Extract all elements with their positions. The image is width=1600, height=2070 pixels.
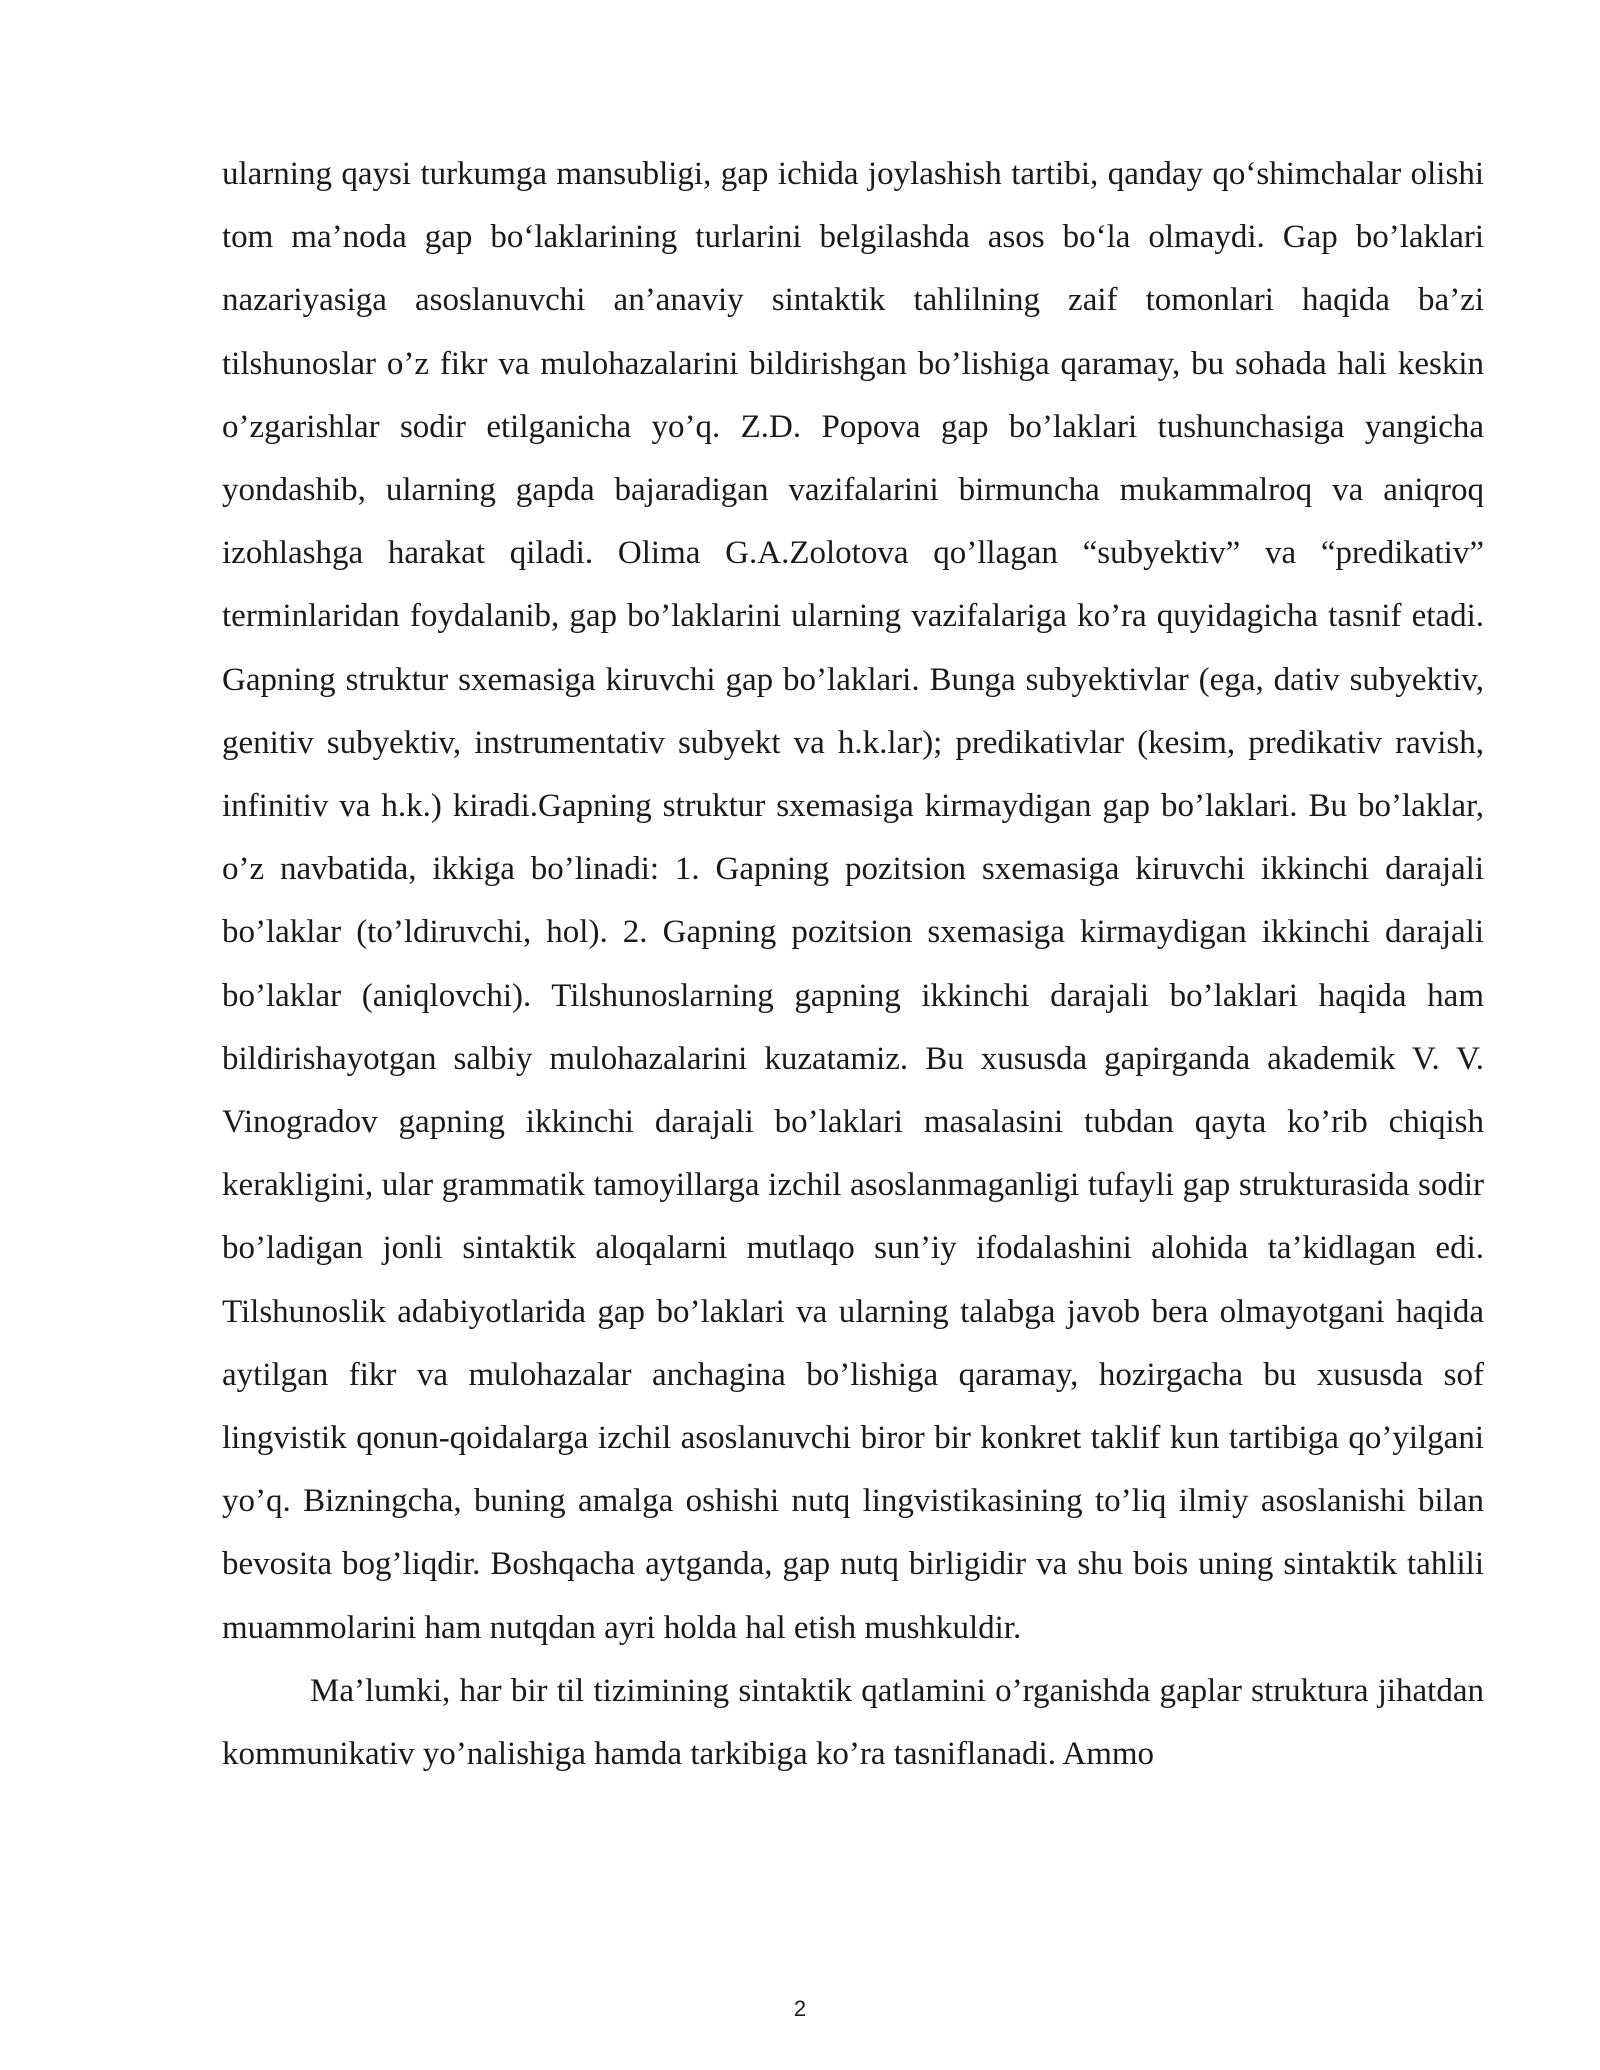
document-body bbox=[222, 143, 1484, 1786]
paragraph-1: ularning qaysi turkumga mansubligi, gap ichida joylashish tartibi, qanday qo‘shimchalar olishi tom ma’noda gap bo‘laklarining turlarini belgilashda asos bo‘la olmaydi. Gap bo’laklari nazariyasiga asoslanuvchi an’anaviy sintaktik tahlilning zaif tomonlari haqida ba’zi tilshunoslar o’z fikr va mulohazalarini bildirishgan bo’lishiga qaramay, bu sohada hali keskin o’zgarishlar sodir etilganicha yo’q. Z.D. Popova gap bo’laklari tushunchasiga yangicha yondashib, ularning gapda bajaradigan vazifalarini birmuncha mukammalroq va aniqroq izohlashga harakat qiladi. Olima G.A.Zolotova qo’llagan “subyektiv” va “predikativ” terminlaridan foydalanib, gap bo’laklarini ularning vazifalariga ko’ra quyidagicha tasnif etadi. Gapning struktur sxemasiga kiruvchi gap bo’laklari. Bunga subyektivlar (ega, dativ subyektiv, genitiv subyektiv, instrumentativ subyekt va h.k.lar); predikativlar (kesim, predikativ ravish, infinitiv va h.k.) kiradi.Gapning struktur sxemasiga kirmaydigan gap bo’laklari. Bu bo’laklar, o’z navbatida, ikkiga bo’linadi: 1. Gapning pozitsion sxemasiga kiruvchi ikkinchi darajali bo’laklar (to’ldiruvchi, hol). 2. Gapning pozitsion sxemasiga kirmaydigan ikkinchi darajali bo’laklar (aniqlovchi). Tilshunoslarning gapning ikkinchi darajali bo’laklari haqida ham bildirishayotgan salbiy mulohazalarini kuzatamiz. Bu xususda gapirganda akademik V. V. Vinogradov gapning ikkinchi darajali bo’laklari masalasini tubdan qayta ko’rib chiqish kerakligini, ular grammatik tamoyillarga izchil asoslanmaganligi tufayli gap strukturasida sodir bo’ladigan jonli sintaktik aloqalarni mutlaqo sun’iy ifodalashini alohida ta’kidlagan edi. Tilshunoslik adabiyotlarida gap bo’laklari va ularning talabga javob bera olmayotgani haqida aytilgan fikr va mulohazalar anchagina bo’lishiga qaramay, hozirgacha bu xususda sof lingvistik qonun-qoidalarga izchil asoslanuvchi biror bir konkret taklif kun tartibiga qo’yilgani yo’q. Bizningcha, buning amalga oshishi nutq lingvistikasining to’liq ilmiy asoslanishi bilan bevosita bog’liqdir. Boshqacha aytganda, gap nutq birligidir va shu bois uning sintaktik tahlili muammolarini ham nutqdan ayri holda hal etish mushkuldir. bbox=[222, 156, 1484, 1646]
page-number: 2 bbox=[793, 1996, 807, 2021]
paragraph-2: Ma’lumki, har bir til tizimining sintaktik qatlamini o’rganishda gaplar struktura jihatdan kommunikativ yo’nalishiga hamda tarkibiga ko’ra tasniflanadi. Ammo bbox=[222, 1672, 1484, 1773]
